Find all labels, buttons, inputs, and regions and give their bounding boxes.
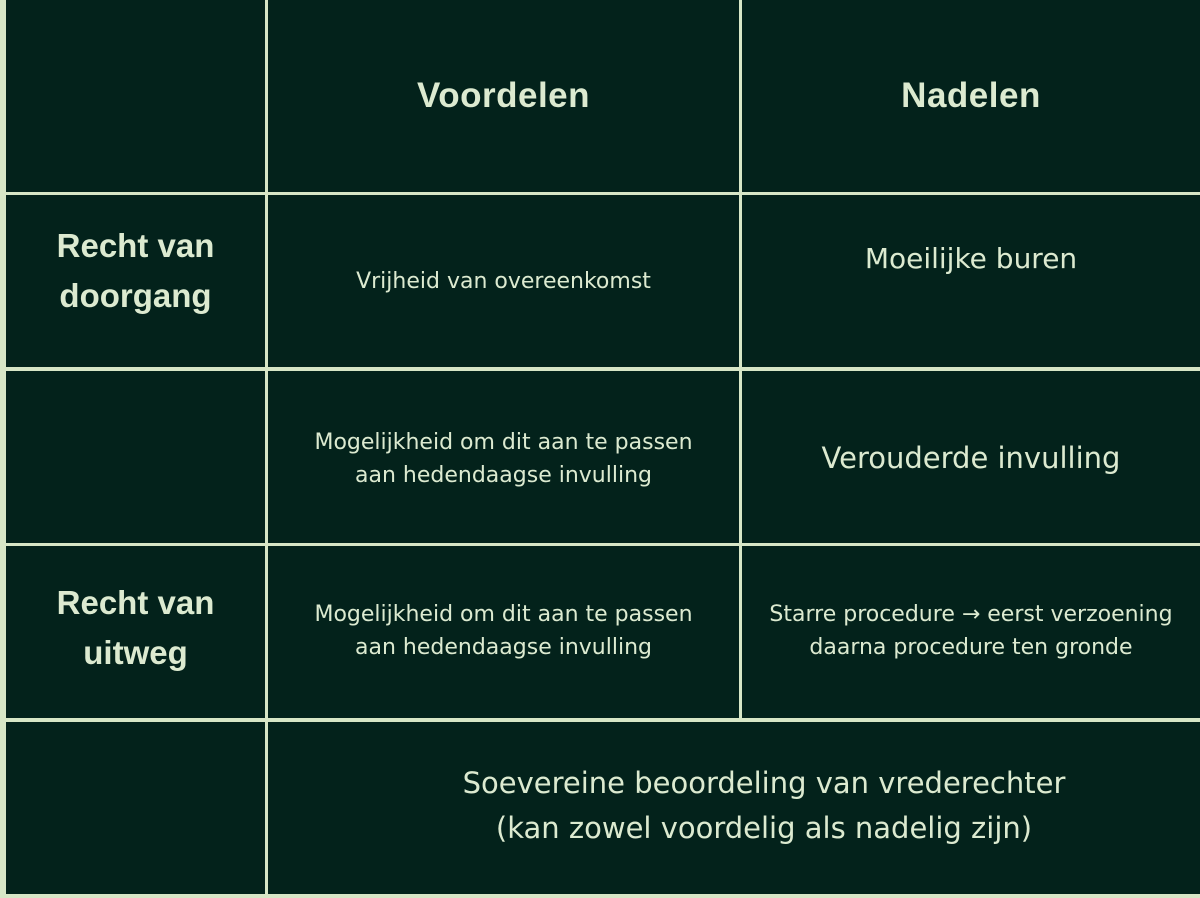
row-label-line: doorgang — [59, 277, 212, 314]
row1-voordelen-cell — [268, 195, 739, 367]
cell-text-line: Moeilijke buren — [864, 242, 1078, 275]
header-nadelen-cell — [742, 0, 1200, 192]
cell-text-line: aan hedendaagse invulling — [355, 462, 652, 488]
header-corner-cell — [6, 0, 265, 192]
cell-text-line: aan hedendaagse invulling — [355, 635, 652, 660]
row2-voordelen-cell — [268, 371, 739, 543]
cell-text-line: Mogelijkheid om dit aan te passen — [314, 602, 693, 627]
cell-text-line: Vrijheid van overeenkomst — [356, 269, 651, 294]
row1-nadelen-cell — [742, 195, 1200, 367]
row-label-line: Recht van — [56, 227, 215, 264]
cell-text-line: daarna procedure ten gronde — [809, 635, 1133, 660]
footer-label-cell — [6, 722, 265, 894]
footer-merged-cell — [268, 722, 1200, 894]
cell-text-line: Starre procedure → eerst verzoening — [769, 602, 1173, 627]
footer-text-line: Soevereine beoordeling van vrederechter — [462, 766, 1066, 800]
header-voordelen-cell — [268, 0, 739, 192]
row-label-line: uitweg — [83, 633, 188, 671]
row2-label-cell — [6, 371, 265, 543]
cell-text-line: Mogelijkheid om dit aan te passen — [314, 429, 693, 455]
row-label-line: Recht van — [56, 583, 215, 621]
row3-voordelen-cell — [268, 546, 739, 718]
header-nadelen: Nadelen — [901, 76, 1041, 115]
row3-nadelen-cell — [742, 546, 1200, 718]
footer-text-line: (kan zowel voordelig als nadelig zijn) — [495, 811, 1033, 845]
row-label-recht-van-doorgang — [6, 195, 265, 367]
cell-text-line: Verouderde invulling — [821, 441, 1121, 475]
row2-nadelen-cell — [742, 371, 1200, 543]
header-voordelen: Voordelen — [416, 76, 591, 115]
row-label-recht-van-uitweg — [6, 546, 265, 718]
